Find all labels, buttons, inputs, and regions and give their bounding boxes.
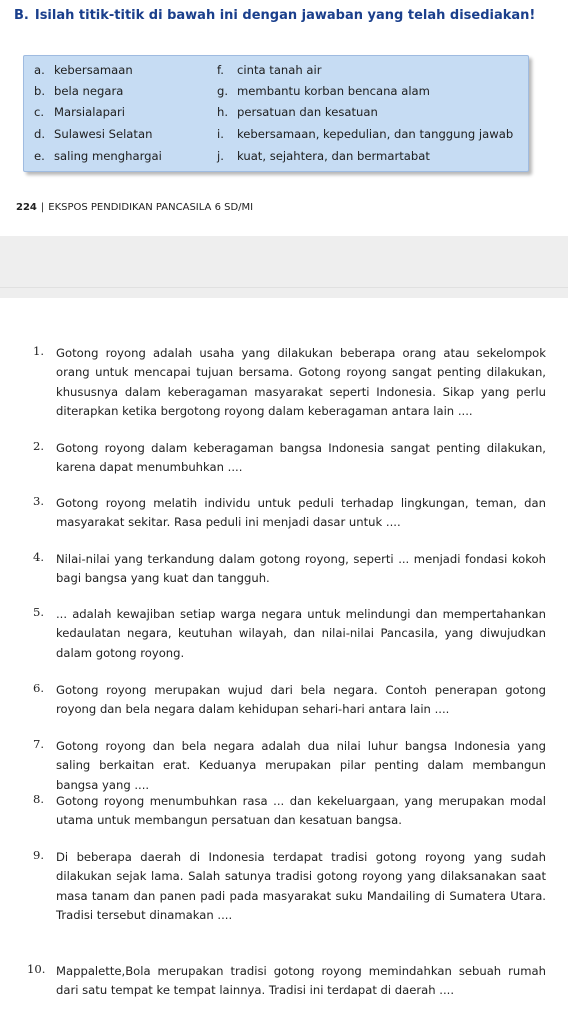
answer-text: membantu korban bencana alam bbox=[237, 84, 430, 98]
answer-option bbox=[217, 127, 513, 141]
question-number: 9. bbox=[33, 848, 45, 862]
question-text: Gotong royong dalam keberagaman bangsa Indonesia sangat penting dilakukan, karena dapat menumbuhkan .... bbox=[56, 441, 546, 475]
answer-letter: e. bbox=[34, 149, 45, 163]
page-footer bbox=[16, 202, 253, 213]
book-title: EKSPOS PENDIDIKAN PANCASILA 6 SD/MI bbox=[48, 202, 254, 213]
answer-key-section bbox=[0, 0, 568, 236]
answer-letter: j. bbox=[217, 149, 224, 163]
question-text: Gotong royong melatih individu untuk peduli terhadap lingkungan, teman, dan masyarakat sekitar. Rasa peduli ini menjadi dasar untuk .... bbox=[56, 496, 546, 530]
section-heading bbox=[14, 8, 535, 23]
question-number: 10. bbox=[27, 962, 46, 976]
section-letter: B. bbox=[14, 8, 29, 23]
page-divider bbox=[0, 287, 568, 288]
answer-option bbox=[217, 105, 378, 119]
question-number: 5. bbox=[33, 605, 45, 619]
answer-text: cinta tanah air bbox=[237, 63, 322, 77]
answer-text: Marsialapari bbox=[54, 105, 126, 119]
answer-option bbox=[34, 127, 152, 141]
answer-option bbox=[217, 149, 430, 163]
question-text: ... adalah kewajiban setiap warga negara untuk melindungi dan mempertahankan kedaulatan negara, keutuhan wilayah, dan nilai-nilai Pancasila, yang diwujudkan dalam gotong royong. bbox=[56, 607, 546, 660]
question-text: Mappalette,Bola merupakan tradisi gotong royong memindahkan sebuah rumah dari satu tempat ke tempat lainnya. Tradisi ini terdapat di daerah .... bbox=[56, 964, 546, 998]
question-text: Gotong royong adalah usaha yang dilakukan beberapa orang atau sekelompok orang untuk mencapai tujuan bersama. Gotong royong sangat penting dilakukan, khususnya dalam keberagaman masyarakat seperti Indonesia. Sikap yang perlu diterapkan ketika bergotong royong dalam keberagaman antara lain .... bbox=[56, 346, 546, 418]
answer-option bbox=[34, 105, 125, 119]
footer-separator: | bbox=[40, 202, 45, 213]
question-text: Di beberapa daerah di Indonesia terdapat tradisi gotong royong yang sudah dilakukan sejak lama. Salah satunya tradisi gotong royong yang dilaksanakan saat masa tanam dan panen padi pada masyarakat suku Mandailing di Sumatera Utara. Tradisi tersebut dinamakan .... bbox=[56, 850, 546, 922]
answer-text: bela negara bbox=[54, 84, 124, 98]
question-number: 8. bbox=[33, 792, 45, 806]
question-number: 3. bbox=[33, 494, 45, 508]
question-number: 6. bbox=[33, 681, 45, 695]
answer-letter: a. bbox=[34, 63, 45, 77]
question-text: Gotong royong dan bela negara adalah dua nilai luhur bangsa Indonesia yang saling berkaitan erat. Keduanya merupakan pilar penting dalam membangun bangsa yang .... bbox=[56, 739, 546, 792]
answer-letter: c. bbox=[34, 105, 45, 119]
answer-option bbox=[217, 84, 430, 98]
answer-text: kuat, sejahtera, dan bermartabat bbox=[237, 149, 430, 163]
question-number: 7. bbox=[33, 737, 45, 751]
answer-letter: h. bbox=[217, 105, 229, 119]
answer-text: saling menghargai bbox=[54, 149, 162, 163]
question-text: Gotong royong menumbuhkan rasa ... dan kekeluargaan, yang merupakan modal utama untuk membangun persatuan dan kesatuan bangsa. bbox=[56, 794, 546, 828]
answer-text: kebersamaan, kepedulian, dan tanggung jawab bbox=[237, 127, 514, 141]
answer-text: Sulawesi Selatan bbox=[54, 127, 153, 141]
answer-text: kebersamaan bbox=[54, 63, 133, 77]
answer-option bbox=[34, 149, 162, 163]
question-number: 1. bbox=[33, 344, 45, 358]
answer-letter: g. bbox=[217, 84, 229, 98]
question-number: 4. bbox=[33, 550, 45, 564]
page-number: 224 bbox=[16, 202, 37, 213]
question-text: Gotong royong merupakan wujud dari bela negara. Contoh penerapan gotong royong dan bela negara dalam kehidupan sehari-hari antara lain .... bbox=[56, 683, 546, 717]
question-number: 2. bbox=[33, 439, 45, 453]
answer-letter: d. bbox=[34, 127, 46, 141]
section-instruction: Isilah titik-titik di bawah ini dengan jawaban yang telah disediakan! bbox=[34, 8, 536, 23]
answer-letter: f. bbox=[217, 63, 224, 77]
answer-option bbox=[217, 63, 322, 77]
answer-option bbox=[34, 63, 133, 77]
answer-letter: b. bbox=[34, 84, 46, 98]
answer-letter: i. bbox=[217, 127, 224, 141]
answer-option bbox=[34, 84, 123, 98]
answer-text: persatuan dan kesatuan bbox=[237, 105, 378, 119]
page-gap bbox=[0, 236, 568, 298]
question-text: Nilai-nilai yang terkandung dalam gotong royong, seperti ... menjadi fondasi kokoh bagi bangsa yang kuat dan tangguh. bbox=[56, 552, 546, 586]
answer-options-box bbox=[23, 55, 529, 172]
